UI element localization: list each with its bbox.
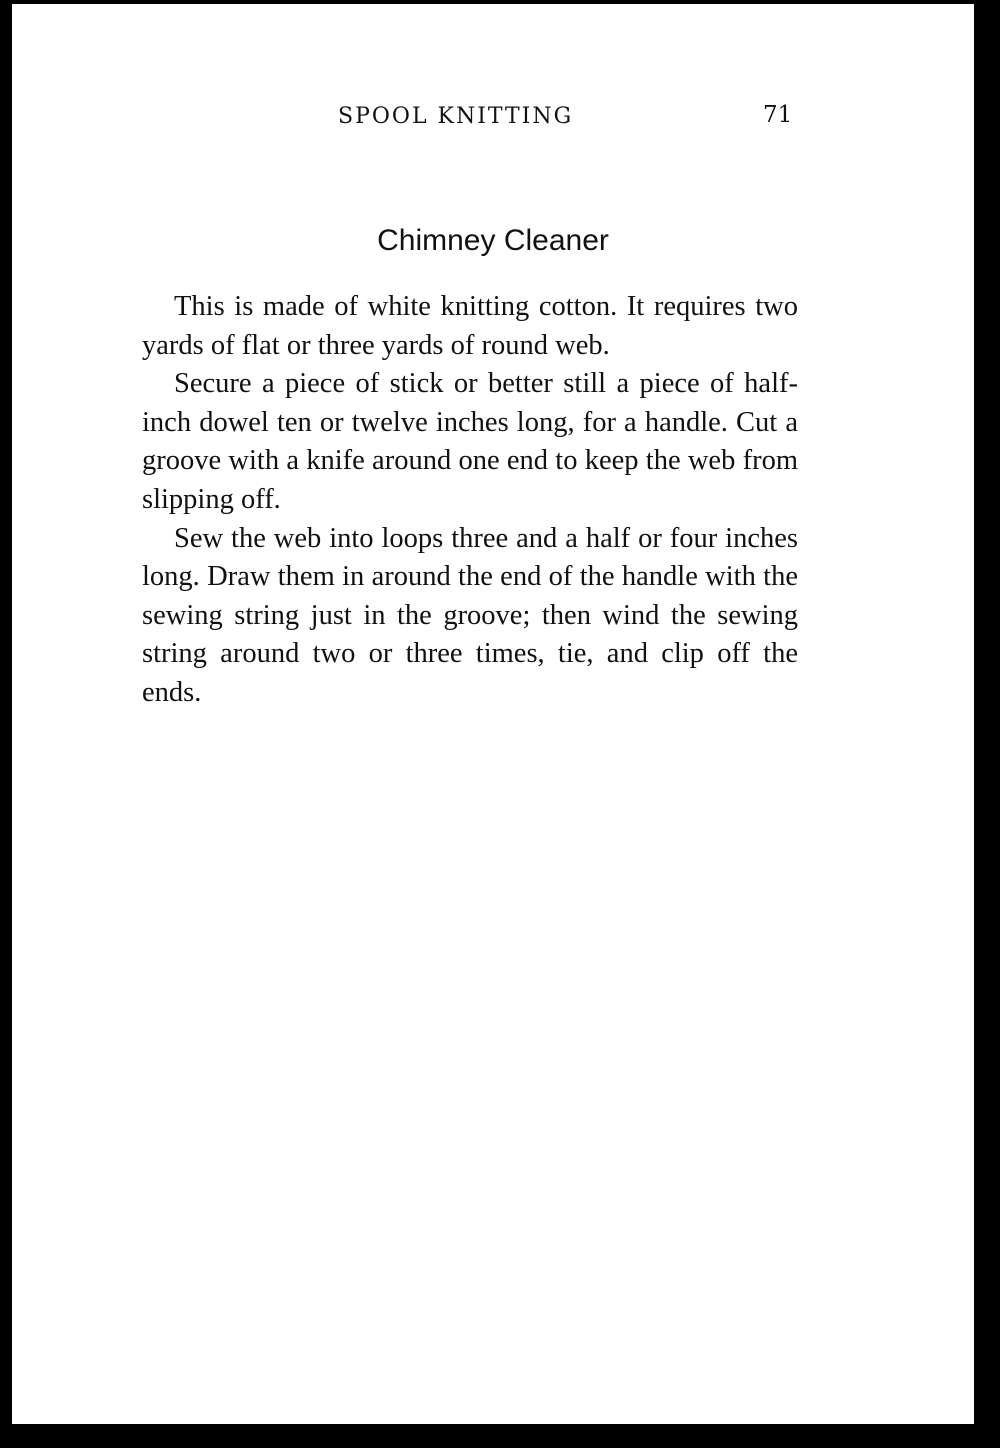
paragraph-3: Sew the web into loops three and a half or four inches long. Draw them in around the end of the handle with the sewing string just in the groove; then wind the sewing string around two or three times, tie, and clip off the ends. — [142, 522, 798, 708]
paragraph-1: This is made of white knitting cotton. It requires two yards of flat or three yards of round web. — [142, 291, 798, 361]
paragraph-2: Secure a piece of stick or better still a piece of half-inch dowel ten or twelve inches long, for a handle. Cut a groove with a knife around one end to keep the web from slipping off. — [142, 368, 798, 515]
page-number: 71 — [763, 102, 793, 128]
scan-border-left — [0, 0, 12, 1448]
body-text — [142, 288, 798, 713]
section-title: Chimney Cleaner — [377, 224, 609, 257]
scan-border-right — [974, 0, 1000, 1448]
scan-border-bottom — [0, 1424, 1000, 1448]
running-head: SPOOL KNITTING — [338, 104, 574, 129]
book-page — [12, 4, 974, 1424]
